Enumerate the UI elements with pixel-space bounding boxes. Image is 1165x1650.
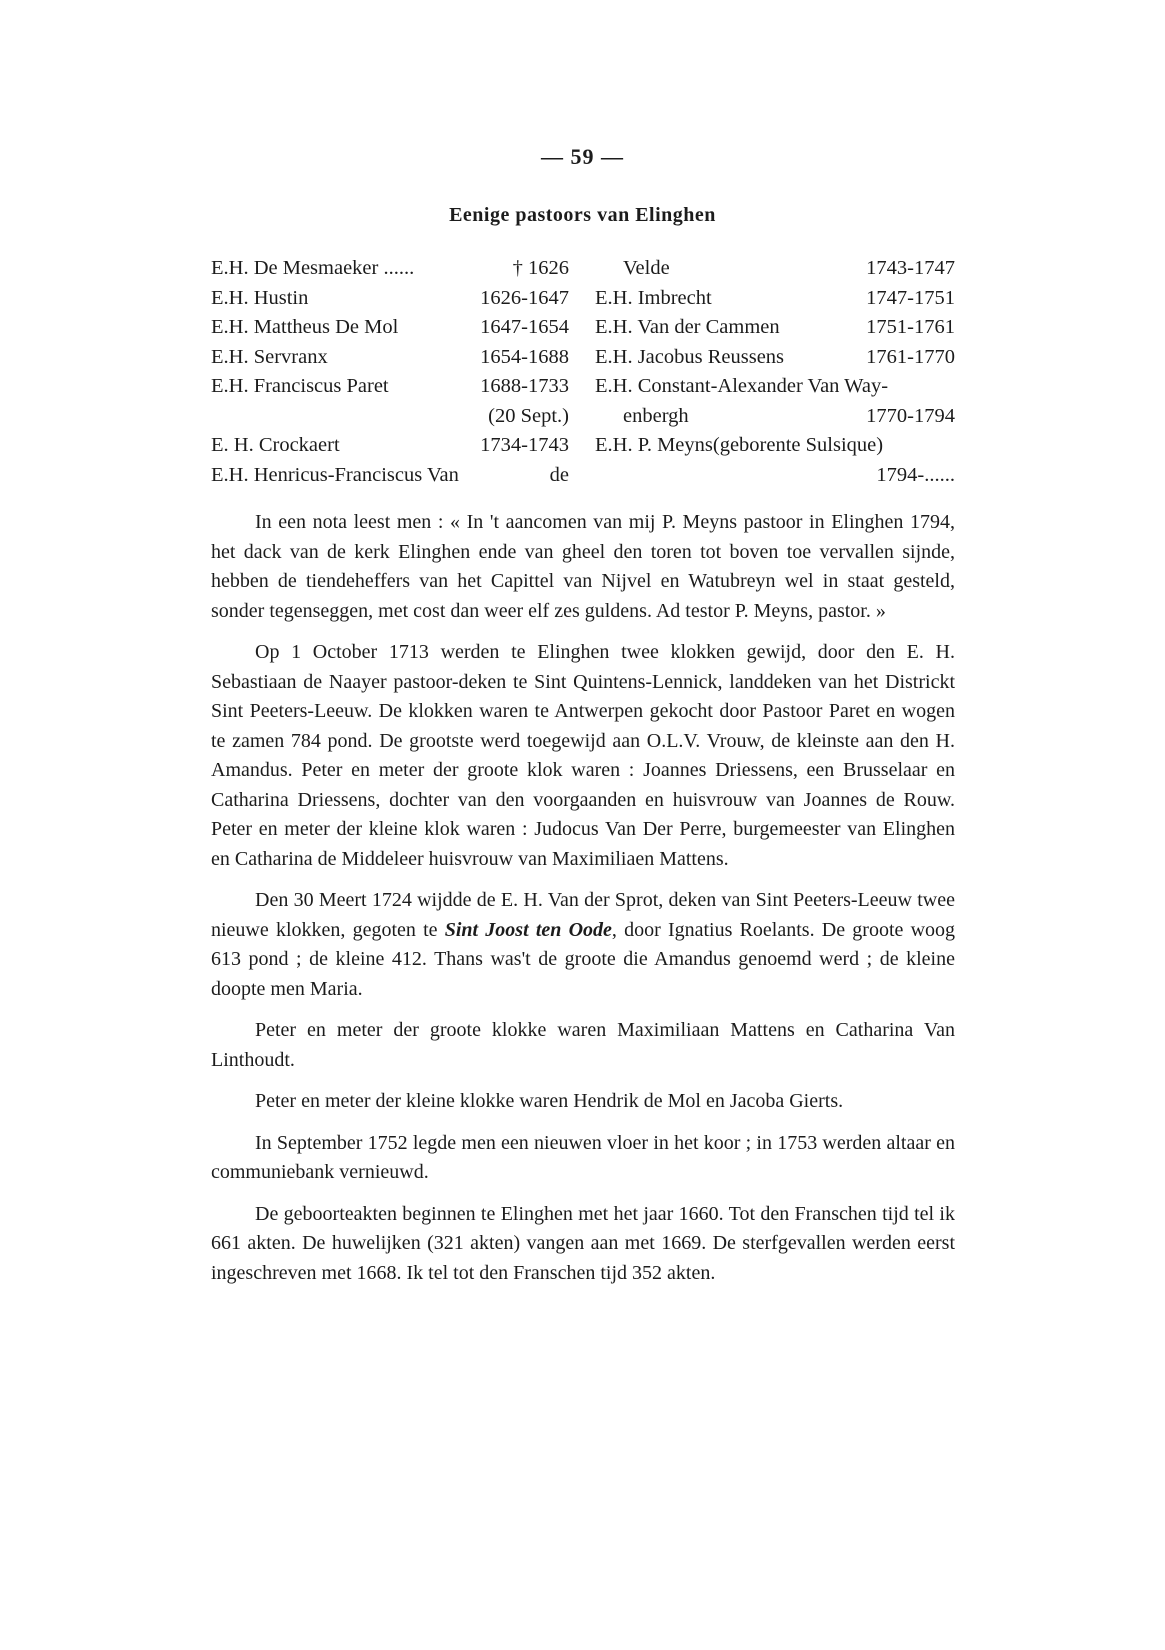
pastor-list-right (595, 254, 955, 490)
pastor-years: 1743-1747 (866, 257, 955, 279)
pastor-name: E.H. Imbrecht (595, 286, 712, 309)
pastor-years: 1688-1733 (480, 375, 569, 397)
pastor-name: E.H. De Mesmaeker ...... (211, 257, 415, 279)
pastor-row (211, 402, 569, 432)
pastor-name: E.H. Servranx (211, 345, 328, 368)
pastor-years: 1647-1654 (480, 316, 569, 338)
pastor-row (211, 461, 569, 491)
pastor-row (595, 343, 955, 373)
pastor-row (211, 343, 569, 373)
pastor-list-left (211, 254, 569, 490)
paragraph-bells-1724 (211, 886, 955, 1004)
pastor-years: 1770-1794 (866, 404, 955, 427)
pastor-years: 1747-1751 (866, 286, 955, 309)
paragraph-text: Den 30 Meert 1724 wijdde de E. H. Van der Sprot, deken van Sint Peeters-Leeuw twee nieuwe klokken, gegoten te (211, 889, 955, 941)
page-number: — 59 — (541, 144, 624, 169)
pastor-years: 1626-1647 (480, 286, 569, 309)
paragraph-bells-1713: Op 1 October 1713 werden te Elinghen twee klokken gewijd, door den E. H. Sebastiaan de Naayer pastoor-deken te Sint Quintens-Lennick, landdeken van het Districkt Sint Peeters-Leeuw. De klokken waren te Antwerpen gekocht door Pastoor Paret en wogen te zamen 784 pond. De grootste werd toegewijd aan O.L.V. Vrouw, de kleinste aan den H. Amandus. Peter en meter der groote klok waren : Joannes Driessens, een Brusselaar en Catharina Driessens, dochter van den voorgaanden en huisvrouw van Joannes de Rouw. Peter en meter der kleine klok waren : Judocus Van Der Perre, burgemeester van Elinghen en Catharina de Middeleer huisvrouw van Maximiliaen Mattens. (211, 641, 955, 870)
pastor-row (211, 284, 569, 314)
pastor-years: 1761-1770 (866, 345, 955, 368)
pastor-row (211, 372, 569, 402)
pastor-row (595, 431, 955, 461)
pastor-name: enbergh (623, 404, 689, 427)
pastor-years: † 1626 (512, 257, 569, 279)
pastor-years: 1734-1743 (480, 434, 569, 456)
place-name: Sint Joost ten Oode (444, 918, 612, 941)
pastor-years: 1751-1761 (866, 316, 955, 338)
pastor-date-note: (20 Sept.) (488, 404, 569, 427)
pastor-row (595, 313, 955, 343)
pastor-row (595, 284, 955, 314)
pastor-row (595, 402, 955, 432)
paragraph-text: , door Ignatius Roelants. De groote woog 613 pond ; de kleine 412. Thans was't de groote die Amandus genoemd werd ; de kleine doopte men Maria. (211, 918, 956, 1000)
pastor-row (595, 461, 955, 491)
pastor-name: E.H. Jacobus Reussens (595, 345, 785, 368)
pastor-name: E.H. Henricus-Franciscus Van (211, 463, 459, 486)
pastor-name: E.H. Mattheus De Mol (211, 316, 399, 338)
body-text (211, 508, 955, 1300)
pastor-years: 1794-...... (876, 463, 955, 486)
paragraph-registers: De geboorteakten beginnen te Elinghen met het jaar 1660. Tot den Franschen tijd tel ik 661 akten. De huwelijken (321 akten) vangen aan met 1669. De sterfgevallen werden eerst ingeschreven met 1668. Ik tel tot den Franschen tijd 352 akten. (211, 1202, 955, 1284)
pastor-row (211, 431, 569, 461)
pastor-row (211, 254, 569, 284)
paragraph-godparents-small: Peter en meter der kleine klokke waren Hendrik de Mol en Jacoba Gierts. (255, 1090, 844, 1112)
pastor-name: Velde (623, 257, 670, 279)
pastor-name: E.H. Franciscus Paret (211, 375, 389, 397)
paragraph-floor-1752: In September 1752 legde men een nieuwen vloer in het koor ; in 1753 werden altaar en communiebank vernieuwd. (211, 1131, 955, 1183)
pastor-name: E.H. Constant-Alexander Van Way- (595, 375, 889, 397)
pastor-name: E. H. Crockaert (211, 434, 340, 456)
paragraph-nota-meyns: In een nota leest men : « In 't aancomen van mij P. Meyns pastoor in Elinghen 1794, het dack van de kerk Elinghen ende van gheel den toren tot boven toe vervallen sijnde, hebben de tiendeheffers van het Capittel van Nijvel en Watubreyn wel in staat gesteld, sonder tegenseggen, met cost dan weer elf zes guldens. Ad testor P. Meyns, pastor. » (211, 511, 955, 622)
pastor-row (595, 372, 955, 402)
pastor-row (211, 313, 569, 343)
pastor-name: E.H. P. Meyns(geborente Sulsique) (595, 434, 884, 456)
pastor-years: 1654-1688 (480, 345, 569, 368)
section-heading: Eenige pastoors van Elinghen (449, 204, 716, 226)
pastor-name: E.H. Van der Cammen (595, 316, 780, 338)
pastor-row (595, 254, 955, 284)
pastor-name-continued: de (549, 463, 569, 486)
pastor-name: E.H. Hustin (211, 286, 309, 309)
paragraph-godparents-large: Peter en meter der groote klokke waren Maximiliaan Mattens en Catharina Van Linthoudt. (211, 1019, 955, 1071)
